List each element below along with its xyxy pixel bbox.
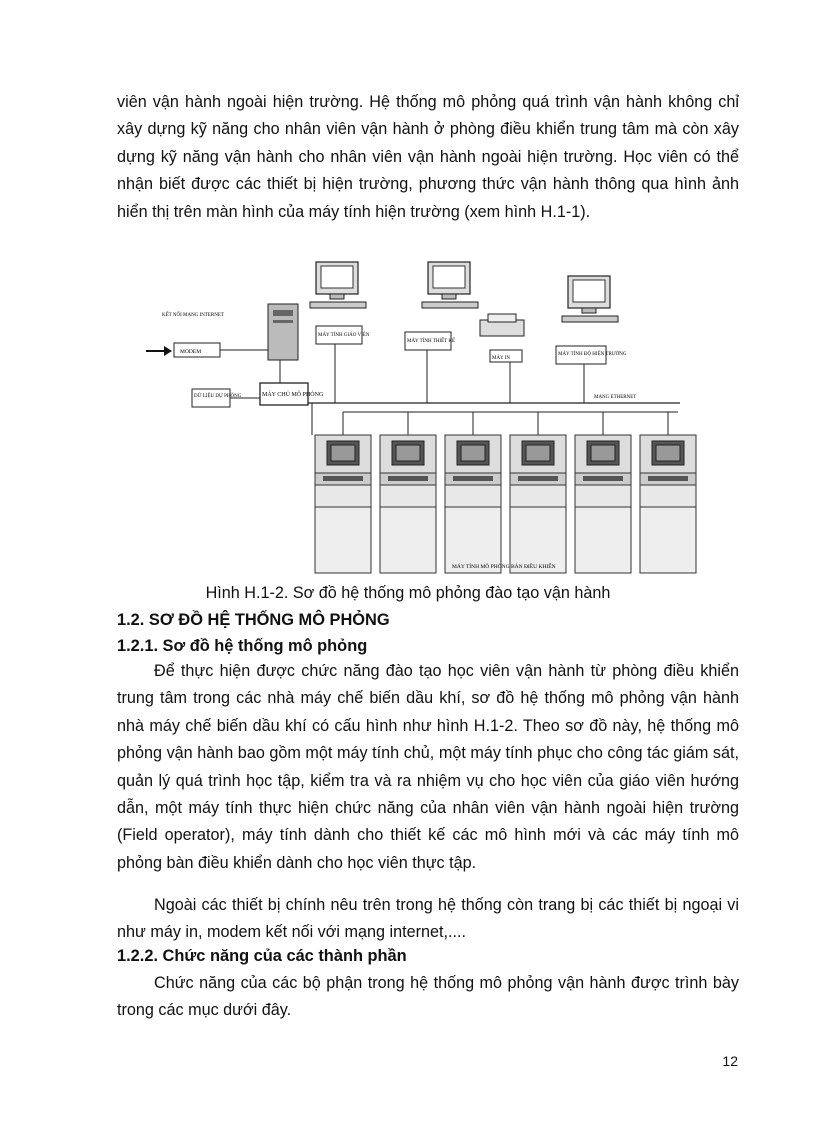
section-heading: 1.2. SƠ ĐỒ HỆ THỐNG MÔ PHỎNG	[117, 611, 390, 629]
paragraph-system-diagram: Để thực hiện được chức năng đào tạo học viên vận hành từ phòng điều khiển trung tâm trong các nhà máy chế biến dầu khí, sơ đồ hệ thống mô phỏng vận hành nhà máy chế biến dầu khí có cấu hình như hình H.1-2. Theo sơ đồ này, hệ thống mô phỏng vận hành bao gồm một máy tính chủ, một máy tính phục cho công tác giám sát, quản lý quá trình học tập, kiểm tra và ra nhiệm vụ cho học viên của giáo viên hướng dẫn, một máy tính thực hiện chức năng của nhân viên vận hành ngoài hiện trường (Field operator), máy tính dành cho thiết kế các mô hình mới và các máy tính mô phỏng bàn điều khiển dành cho học viên thực tập.	[117, 662, 739, 872]
teacher-label: MÁY TÍNH GIÁO VIÊN	[318, 333, 370, 338]
server-label: MÁY CHỦ MÔ PHỎNG	[262, 392, 324, 398]
page-number: 12	[722, 1053, 738, 1069]
paragraph-intro: viên vận hành ngoài hiện trường. Hệ thống mô phỏng quá trình vận hành không chỉ xây dựng kỹ năng cho nhân viên vận hành ở phòng điều khiển trung tâm mà còn xây dựng kỹ năng vận hành cho nhân viên vận hành ngoài hiện trường. Học viên có thể nhận biết được các thiết bị hiện trường, phương thức vận hành thông qua hình ảnh hiển thị trên màn hình của máy tính hiện trường (xem hình H.1-1).	[117, 93, 739, 221]
modem-label: MODEM	[180, 349, 202, 355]
consoles-label: MÁY TÍNH MÔ PHỎNG BÀN ĐIỀU KHIỂN	[452, 564, 556, 570]
paragraph-peripherals: Ngoài các thiết bị chính nêu trên trong hệ thống còn trang bị các thiết bị ngoại vi như máy in, modem kết nối với mạng internet,....	[117, 896, 739, 942]
figure-caption: Hình H.1-2. Sơ đồ hệ thống mô phỏng đào tạo vận hành	[205, 584, 611, 602]
subsection-heading-2: 1.2.2. Chức năng của các thành phần	[117, 947, 407, 965]
backup-label: DỮ LIỆU DỰ PHÒNG	[194, 394, 242, 399]
system-diagram	[140, 250, 700, 575]
paragraph-functions: Chức năng của các bộ phận trong hệ thống mô phỏng vận hành được trình bày trong các mục dưới đây.	[117, 974, 739, 1020]
internet-label: KẾT NỐI MẠNG INTERNET	[162, 313, 224, 318]
subsection-heading-1: 1.2.1. Sơ đồ hệ thống mô phỏng	[117, 637, 368, 655]
ethernet-label: MẠNG ETHERNET	[594, 395, 637, 400]
field-label: MÁY TÍNH ĐỘ HIỆN TRƯỜNG	[558, 352, 627, 357]
designer-label: MÁY TÍNH THIẾT KẾ	[407, 339, 456, 344]
printer-label: MÁY IN	[492, 356, 511, 361]
